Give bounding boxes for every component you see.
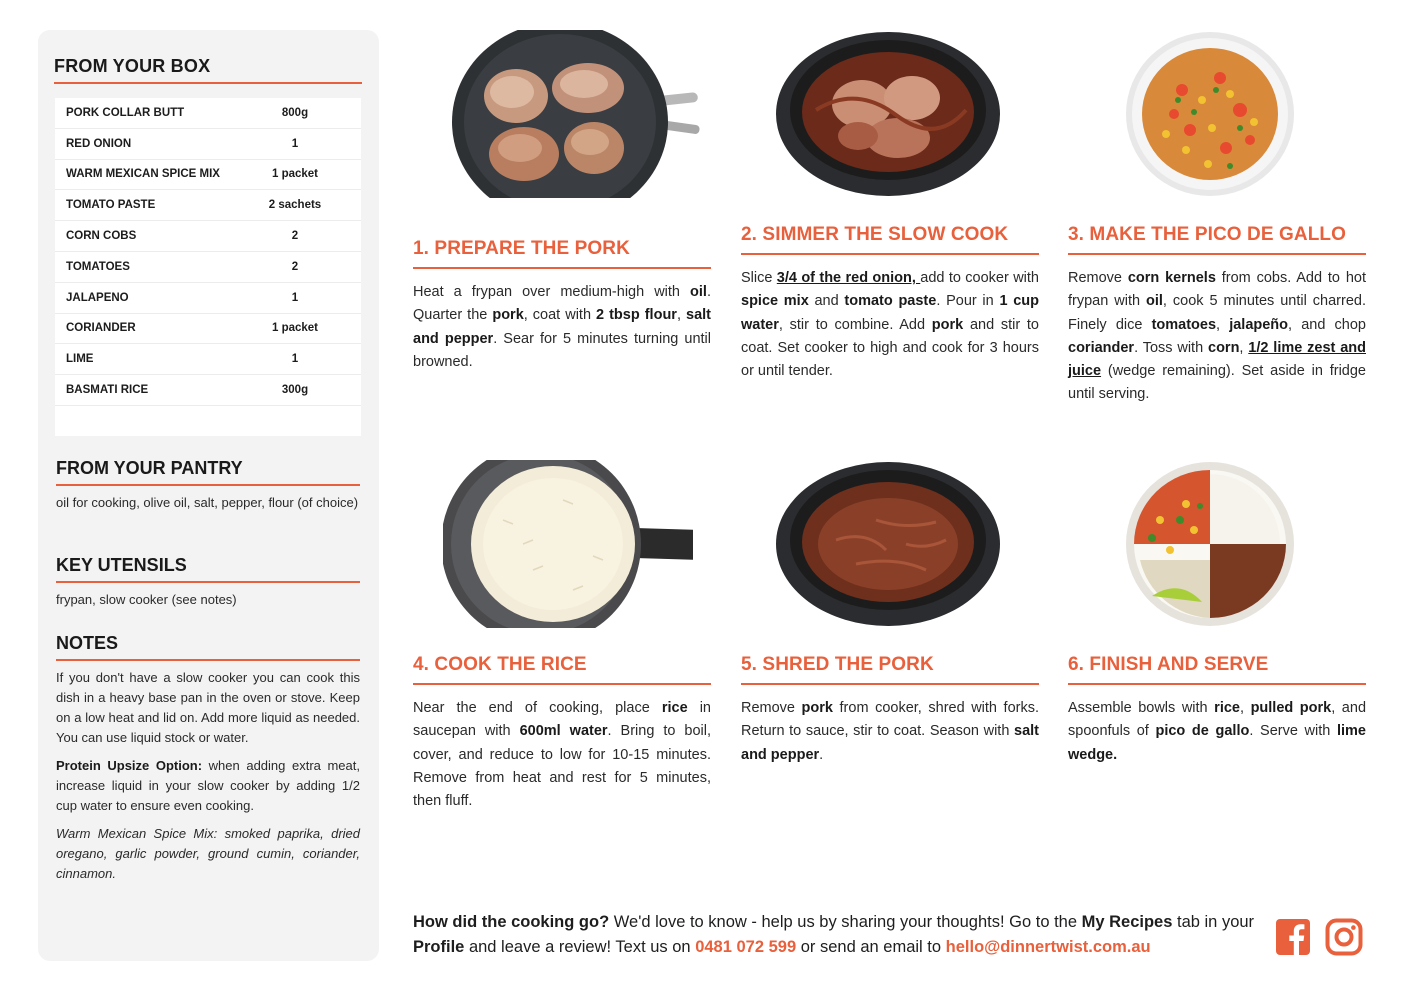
ingredient-qty: 1 xyxy=(291,137,299,150)
step-5-photo xyxy=(766,460,1016,628)
ingredient-qty: 300g xyxy=(281,384,309,397)
facebook-icon[interactable] xyxy=(1275,918,1311,956)
step-rule xyxy=(1068,683,1366,685)
ingredient-row xyxy=(55,221,361,252)
ingredient-row xyxy=(55,160,361,191)
feedback-question: How did the cooking go? xyxy=(413,913,610,931)
step-rule xyxy=(1068,253,1366,255)
step-rule xyxy=(741,253,1039,255)
pantry-text: oil for cooking, olive oil, salt, pepper, flour (of choice) xyxy=(56,495,359,510)
step-3-title: 3. MAKE THE PICO DE GALLO xyxy=(1068,224,1347,245)
note-protein-upsize xyxy=(56,756,360,816)
ingredient-qty: 2 xyxy=(291,260,299,273)
step-1-title: 1. PREPARE THE PORK xyxy=(413,238,630,259)
note-label: Protein Upsize Option: xyxy=(56,758,203,773)
step-rule xyxy=(741,683,1039,685)
step-2-photo xyxy=(766,30,1016,198)
heading-rule xyxy=(56,581,360,583)
ingredient-qty: 800g xyxy=(281,106,309,119)
ingredient-row xyxy=(55,252,361,283)
notes-heading: NOTES xyxy=(56,633,119,653)
step-4-title: 4. COOK THE RICE xyxy=(413,654,587,675)
ingredient-name: PORK COLLAR BUTT xyxy=(66,106,185,119)
step-2-title: 2. SIMMER THE SLOW COOK xyxy=(741,224,1009,245)
ingredient-name: TOMATOES xyxy=(66,260,130,273)
phone-link[interactable]: 0481 072 599 xyxy=(695,938,797,956)
utensils-text: frypan, slow cooker (see notes) xyxy=(56,592,237,607)
step-4-photo xyxy=(443,460,693,628)
ingredient-name: RED ONION xyxy=(66,137,132,150)
ingredient-qty: 2 xyxy=(291,230,299,243)
ingredient-qty: 2 sachets xyxy=(268,199,322,212)
ingredient-name: JALAPENO xyxy=(66,291,129,304)
step-6-photo xyxy=(1090,460,1340,628)
heading-rule xyxy=(54,82,362,84)
ingredient-row xyxy=(55,190,361,221)
feedback-footer: How did the cooking go? We'd love to know - help us by sharing your thoughts! Go to the My Recipes tab in your Profile and leave a review! Text us on 0481 072 599 or send an email to hello@dinnertwist.com.au xyxy=(413,913,1255,956)
step-rule xyxy=(413,683,711,685)
ingredient-qty: 1 xyxy=(291,291,299,304)
step-5-title: 5. SHRED THE PORK xyxy=(741,654,934,675)
utensils-heading: KEY UTENSILS xyxy=(56,555,187,575)
step-3-photo xyxy=(1090,30,1340,198)
step-3-text: Remove corn kernels from cobs. Add to hot frypan with oil, cook 5 minutes until charred. Finely dice tomatoes, jalapeño, and chop coriander. Toss with corn, 1/2 lime zest and juice (wedge remaining). Set aside in fridge until serving. xyxy=(1068,270,1366,403)
note-body: when adding extra meat, increase liquid in your slow cooker by adding 1/2 cup water to ensure even cooking. xyxy=(56,758,360,813)
ingredient-row xyxy=(55,283,361,314)
heading-rule xyxy=(56,484,360,486)
step-6-title: 6. FINISH AND SERVE xyxy=(1068,654,1269,675)
ingredient-name: CORIANDER xyxy=(66,322,136,335)
ingredient-name: WARM MEXICAN SPICE MIX xyxy=(66,168,220,181)
step-6-text: Assemble bowls with rice, pulled pork, and spoonfuls of pico de gallo. Serve with lime wedge. xyxy=(1068,700,1367,763)
note-spice-mix xyxy=(56,824,360,884)
profile-label: Profile xyxy=(413,938,465,956)
ingredient-qty: 1 xyxy=(291,353,299,366)
step-5-text: Remove pork from cooker, shred with forks. Return to sauce, stir to coat. Season with salt and pepper. xyxy=(741,700,1039,763)
step-rule xyxy=(413,267,711,269)
ingredients-table xyxy=(55,98,361,436)
sidebar xyxy=(38,30,379,961)
step-4-text: Near the end of cooking, place rice in saucepan with 600ml water. Bring to boil, cover, and reduce to low for 10-15 minutes. Remove from heat and rest for 5 minutes, then fluff. xyxy=(413,700,711,810)
step-1-text: Heat a frypan over medium-high with oil. Quarter the pork, coat with 2 tbsp flour, salt and pepper. Sear for 5 minutes turning until browned. xyxy=(413,284,711,370)
ingredient-row xyxy=(55,98,361,129)
note-slow-cooker: If you don't have a slow cooker you can cook this dish in a heavy base pan in the oven or stove. Keep on a low heat and lid on. Add more liquid as needed. You can use liquid stock or water. xyxy=(56,670,360,745)
ingredient-qty: 1 packet xyxy=(271,168,319,181)
ingredient-qty: 1 packet xyxy=(271,322,319,335)
ingredient-row xyxy=(55,375,361,406)
ingredient-name: TOMATO PASTE xyxy=(66,199,156,212)
ingredient-name: LIME xyxy=(66,353,94,366)
note-body: Warm Mexican Spice Mix: smoked paprika, dried oregano, garlic powder, ground cumin, coriander, cinnamon. xyxy=(56,826,360,881)
ingredient-row xyxy=(55,129,361,160)
heading-rule xyxy=(56,659,360,661)
email-link[interactable]: hello@dinnertwist.com.au xyxy=(945,938,1151,956)
ingredient-row xyxy=(55,344,361,375)
step-2-text: Slice 3/4 of the red onion, add to cooker with spice mix and tomato paste. Pour in 1 cup water, stir to combine. Add pork and stir to coat. Set cooker to high and cook for 3 hours or until tender. xyxy=(741,270,1039,380)
instagram-icon[interactable] xyxy=(1325,918,1361,956)
ingredient-name: BASMATI RICE xyxy=(66,384,149,397)
my-recipes-tab-label: My Recipes xyxy=(1081,913,1173,931)
ingredient-row xyxy=(55,314,361,345)
step-1-photo xyxy=(450,30,700,198)
pantry-heading: FROM YOUR PANTRY xyxy=(56,458,243,478)
ingredient-name: CORN COBS xyxy=(66,230,137,243)
from-your-box-heading: FROM YOUR BOX xyxy=(54,56,211,76)
